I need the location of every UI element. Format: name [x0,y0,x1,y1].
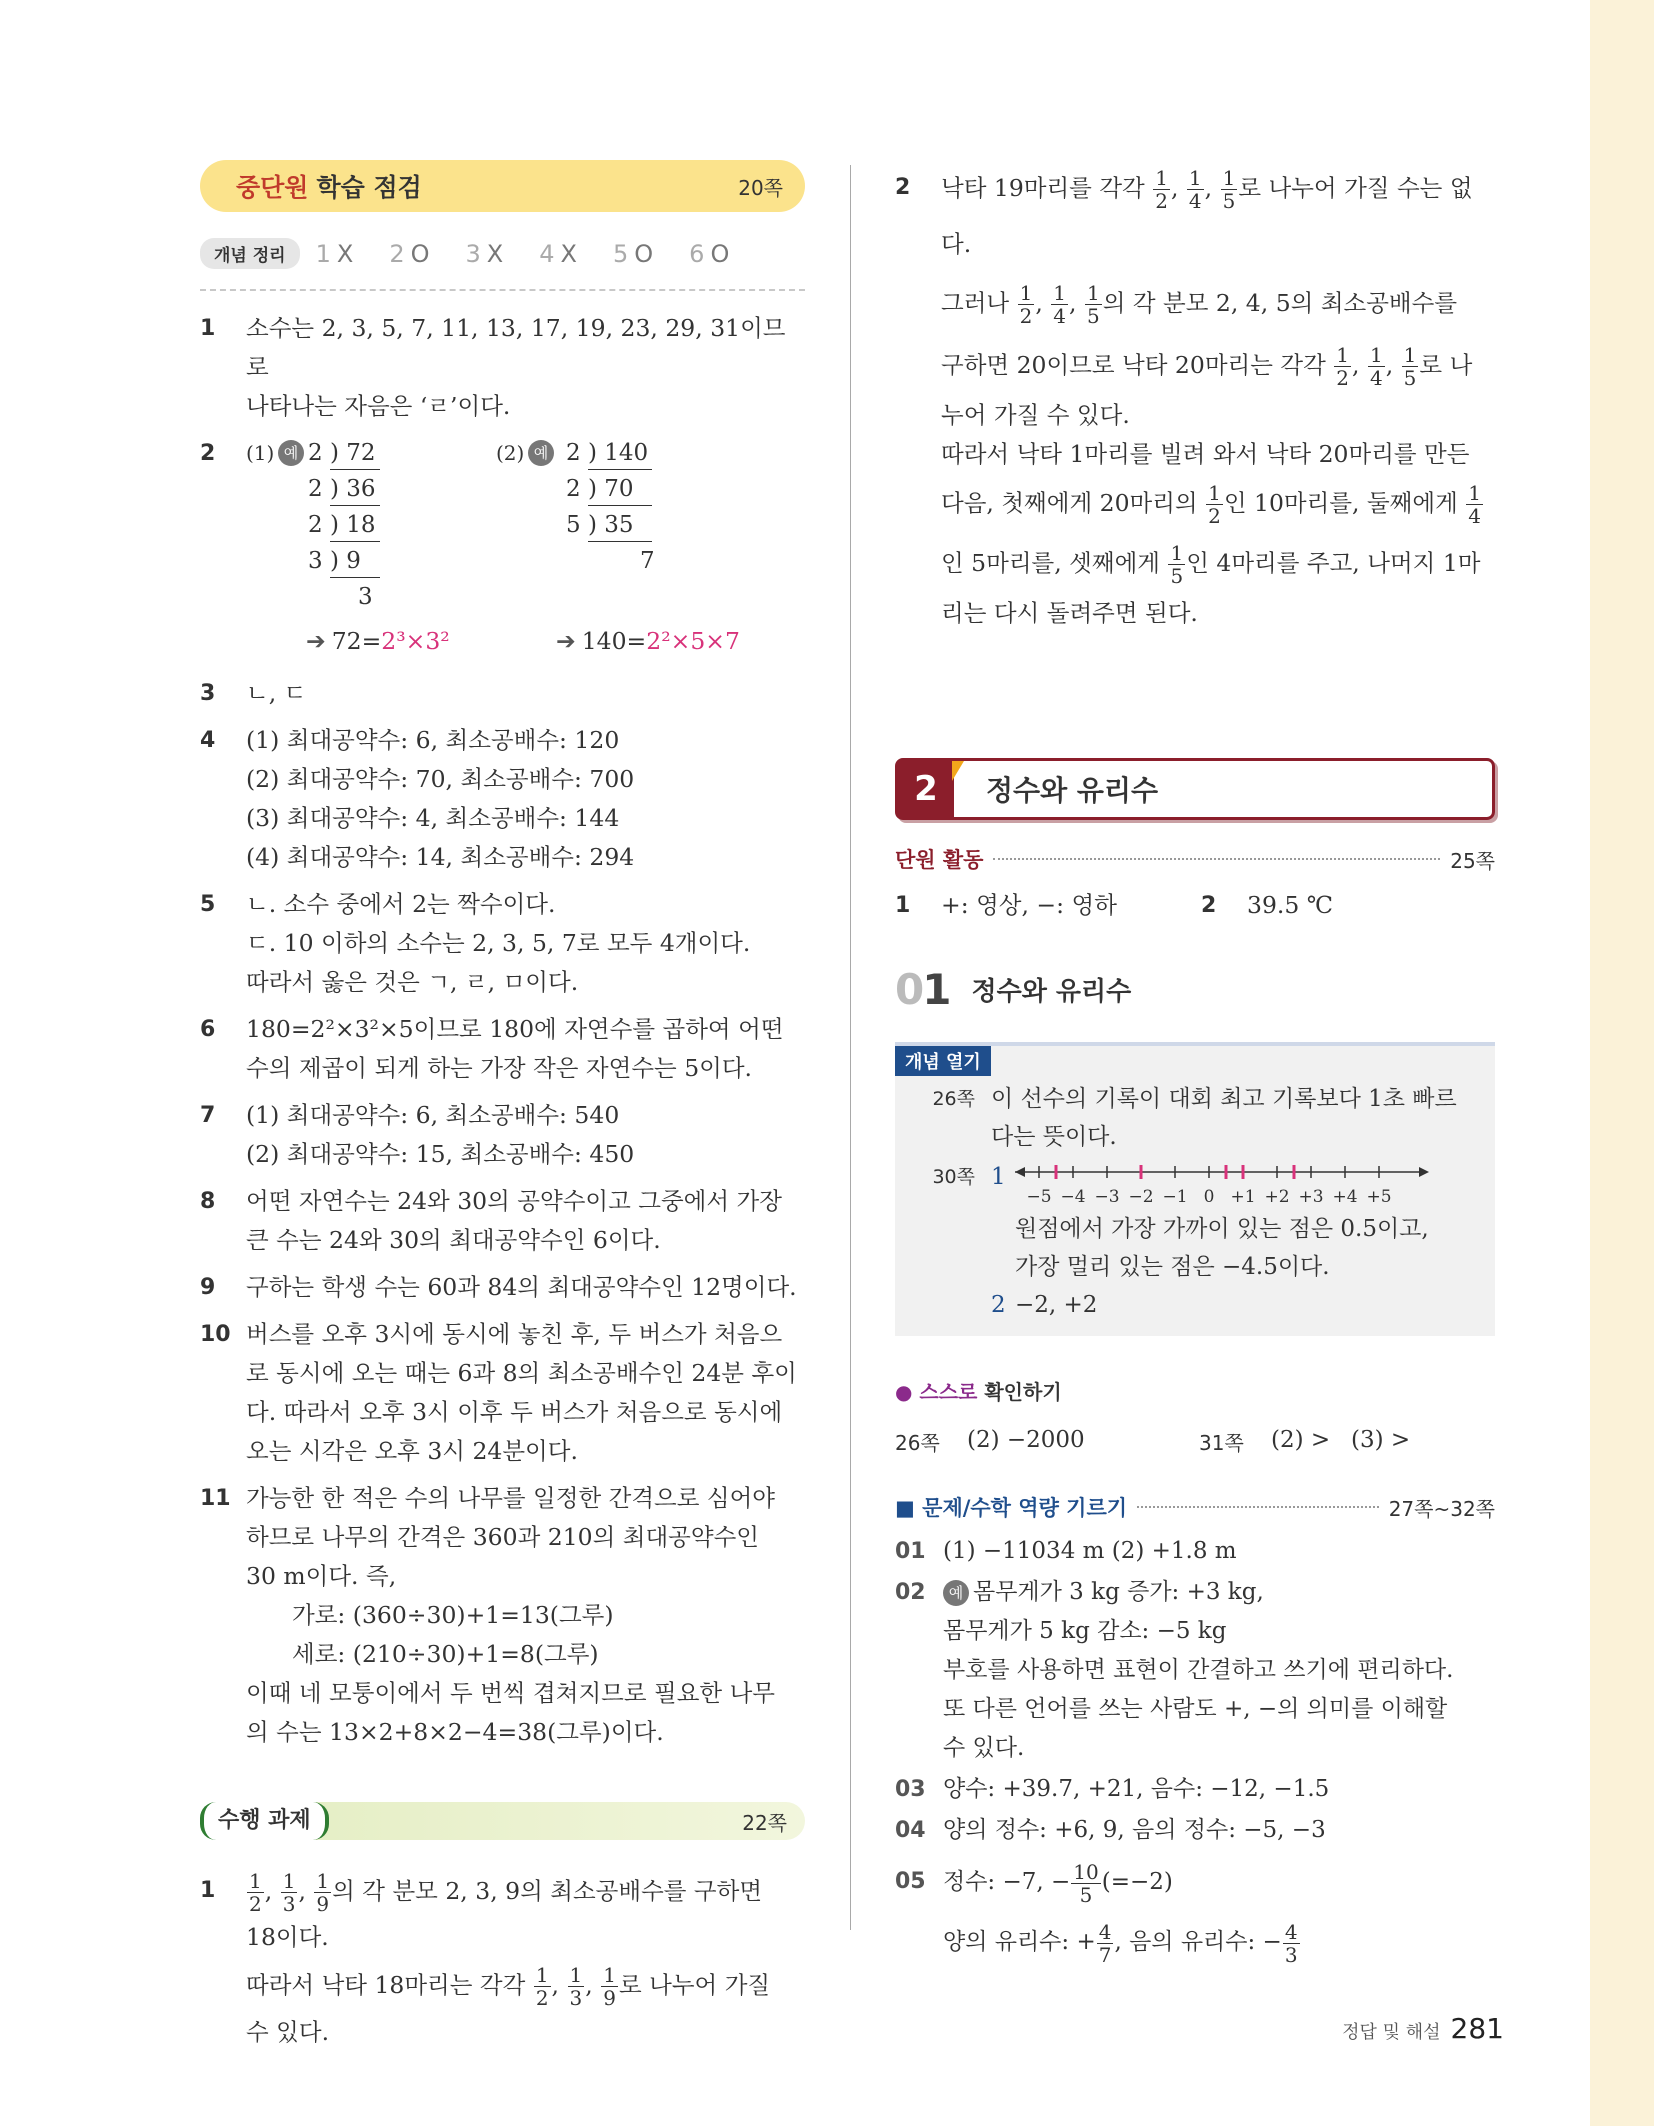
problem-02 [895,1573,1495,1768]
concept-open-tag: 개념 열기 [895,1046,991,1076]
right-column [895,160,1495,1972]
column-divider [850,165,851,1930]
answer-text: 가능한 한 적은 수의 나무를 일정한 간격으로 심어야 하므로 나무의 간격은 360과 210의 최대공약수인 30 m이다. 즉, 가로: (360÷30)+1=13(그루) 세로: (210÷30)+1=8(그루) 이때 네 모퉁이에서 두 번씩 겹쳐지므로 필요한 나무 의 수는 13×2+8×2−4=38(그루)이다. [246,1484,776,1746]
answer-number: 1 [895,893,911,918]
task-page: 22쪽 [742,1810,787,1835]
problem-answer: 정수: −7, − $\frac{10}{5}$ (=−2) 양의 유리수: + $\frac{4}{7}$ , 음의 유리수: − $\frac{4}{3}$ [943,1859,1298,1967]
answer-number: 2 [200,441,216,466]
section-title [236,168,422,204]
number-line-label: −4 [1060,1187,1086,1207]
number-line-label: −5 [1026,1187,1052,1207]
section-page: 20쪽 [738,175,783,200]
problem-04 [895,1811,1495,1850]
answer-number: 4 [200,728,216,753]
division-step: 2 ) 140 [566,440,649,466]
check-answer: (3) > [1351,1427,1411,1453]
number-line-label: +1 [1230,1187,1256,1207]
example-badge: 예 [278,440,304,466]
example-badge: 예 [943,1580,969,1606]
problem-number: 03 [895,1777,926,1802]
page-number: 281 [1450,2012,1504,2045]
fraction: $\frac{1}{9}$ [316,1869,330,1916]
fraction: $\frac{1}{4}$ [1053,281,1067,328]
task-header [200,1802,805,1840]
check-page: 26쪽 [895,1431,940,1455]
fraction: $\frac{1}{4}$ [1468,481,1481,528]
lesson-header [895,965,1495,1014]
answer-number: 6 [200,1017,216,1042]
unit-activity-page: 25쪽 [1450,848,1495,873]
answer-number: 5 [200,892,216,917]
answer-9 [200,1268,805,1307]
side-band [1590,0,1654,2126]
concept-item: 2 O [389,239,430,268]
answer-number: 8 [200,1189,216,1214]
check-answer: (2) −2000 [967,1427,1085,1453]
division-step: 5 ) 35 [566,512,634,538]
example-badge: 예 [528,440,554,466]
answer-number: 11 [200,1486,231,1511]
answer-number: 3 [200,681,216,706]
division-step: 2 ) 18 [308,512,376,538]
answer-text: ㄴ, ㄷ [246,679,307,707]
fraction: $\frac{1}{2}$ [535,1963,549,2010]
arrow-icon: ➔ [556,627,576,655]
problem-number: 01 [895,1539,926,1564]
section-title-accent: 중단원 [236,173,309,202]
task-title: 수행 과제 [200,1802,329,1840]
problem-number: 05 [895,1869,926,1894]
self-check-answers [895,1427,1495,1456]
answer-number: 7 [200,1103,216,1128]
answer-2 [200,434,805,666]
fraction: $\frac{1}{2}$ [1155,166,1168,213]
number-line-label: −2 [1128,1187,1154,1207]
part-label: (1) [246,441,275,465]
open-text: 이 선수의 기록이 대회 최고 기록보다 1초 빠르 다는 뜻이다. [991,1086,1457,1150]
answer-number: 10 [200,1322,231,1347]
answer-number: 2 [1201,893,1217,918]
division-step: 3 ) 9 [308,548,361,574]
problem-05 [895,1852,1495,1972]
answer-7 [200,1096,805,1174]
chapter-title: 정수와 유리수 [986,774,1159,807]
fraction: $\frac{1}{2}$ [1336,343,1350,390]
lesson-number: 01 [895,965,950,1014]
number-line-label: −3 [1094,1187,1120,1207]
section-title-text: 학습 점검 [316,173,422,202]
fraction: $\frac{1}{4}$ [1188,166,1202,213]
answer-text: 버스를 오후 3시에 동시에 놓친 후, 두 버스가 처음으 로 동시에 오는 때는 6과 8의 최소공배수인 24분 후이 다. 따라서 오후 3시 이후 두 버스가 처음으로 동시에 오는 시각은 오후 3시 24분이다. [246,1320,797,1465]
factorization-a: ➔ 72=2³×3² [306,627,450,655]
open-row [895,1158,1495,1324]
task-answer-2 [895,160,1495,633]
division-step: 7 [640,548,655,574]
answer-8 [200,1182,805,1260]
lesson-title: 정수와 유리수 [971,977,1132,1007]
arrow-icon: ➔ [306,627,326,655]
division-step: 3 [358,584,373,610]
concept-badge: 개념 정리 [200,238,300,269]
factorization-b: ➔ 140=2²×5×7 [556,627,740,655]
fraction: $\frac{1}{5}$ [1222,166,1236,213]
problem-header [895,1492,1495,1522]
answer-text: 구하는 학생 수는 60과 84의 최대공약수인 12명이다. [246,1273,797,1301]
footer-label: 정답 및 해설 [1342,2022,1441,2043]
answer-text: 소수는 2, 3, 5, 7, 11, 13, 17, 19, 23, 29, 31이므로 나타나는 자음은 ‘ㄹ’이다. [246,314,786,420]
answer-1 [200,309,805,426]
fraction: $\frac{1}{2}$ [1019,281,1033,328]
fraction: $\frac{1}{5}$ [1403,343,1417,390]
unit-activity-label: 단원 활동 [895,848,984,872]
open-row [895,1080,1495,1156]
answer-3 [200,674,805,713]
number-line-label: +3 [1298,1187,1324,1207]
number-line-label: +5 [1366,1187,1392,1207]
dotted-leader [1137,1506,1379,1508]
concept-open-box [895,1042,1495,1336]
number-line [1015,1158,1435,1210]
concept-item: 4 X [539,239,577,268]
fraction: $\frac{1}{3}$ [282,1869,296,1916]
fraction: $\frac{1}{2}$ [1208,481,1221,528]
answer-6 [200,1010,805,1088]
open-text: 1 −5 −4 −3 −2 −1 0 +1 +2 +3 +4 +5 원점에서 가장 가까이 있는 점은 0.5이고, 가장 멀리 있는 점은 −4.5이다. 2 −2, +2 [991,1158,1495,1324]
problem-number: 04 [895,1818,926,1843]
dotted-leader [993,858,1440,860]
answer-text: (1) 최대공약수: 6, 최소공배수: 540 (2) 최대공약수: 15, 최소공배수: 450 [246,1101,635,1168]
fraction: $\frac{1}{4}$ [1369,343,1383,390]
problem-answer: 양의 정수: +6, 9, 음의 정수: −5, −3 [943,1817,1326,1843]
answer-10 [200,1315,805,1471]
unit-activity-header [895,844,1495,874]
number-line-label: −1 [1162,1187,1188,1207]
open-page: 30쪽 [932,1166,975,1188]
answer-number: 2 [895,175,911,200]
fraction: $\frac{1}{5}$ [1170,541,1184,588]
answer-text: 낙타 19마리를 각각 $\frac{1}{2}$ , $\frac{1}{4}$ , $\frac{1}{5}$ 로 나누어 가질 수는 없다. 그러나 $\frac{1}{2}$ , $\frac{1}{4}$ , $\frac{1}{5}$ 의 각 분모 2, 4, 5의 최소공배수를 구하면 20이므로 낙타 20마리는 각각 $\frac{1}{2}$ , $\frac{1}{4}$ , $\frac{1}{5}$ 로 나 누어 가질 수 있다. 따라서 낙타 1마리를 빌려 와서 낙타 20마리를 만든 다음, 첫째에게 20마리의 $\frac{1}{2}$ 인 10마리를, 둘째에게 $\frac{1}{4}$ 인 5마리를, 셋째에게 $\frac{1}{5}$ 인 4마리를 주고, 나머지 1마 리는 다시 돌려주면 된다. [941,166,1481,627]
problem-03 [895,1770,1495,1809]
problem-label: ■ 문제/수학 역량 기르기 [895,1496,1128,1520]
answer-text: 39.5 ℃ [1247,891,1334,919]
concept-item: 1 X [315,239,354,268]
answer-text: +: 영상, −: 영하 [941,891,1117,919]
fraction: $\frac{4}{7}$ [1098,1919,1112,1967]
bullet-icon: ● [895,1380,913,1404]
concept-item: 5 O [612,239,654,268]
answer-text: $\frac{1}{2}$ , $\frac{1}{3}$ , $\frac{1}{9}$ 의 각 분모 2, 3, 9의 최소공배수를 구하면 18이다. 따라서 낙타 18마리는 각각 $\frac{1}{2}$ , $\frac{1}{3}$ , $\frac{1}{9}$ 로 나누어 가질 수 있다. [246,1869,771,2046]
answer-11 [200,1479,805,1752]
problem-page: 27쪽~32쪽 [1388,1496,1495,1521]
task-answer-1 [200,1864,805,2052]
answer-number: 1 [200,1878,216,1903]
division-step: 2 ) 36 [308,476,376,502]
answer-5 [200,885,805,1002]
fraction: $\frac{10}{5}$ [1073,1859,1099,1907]
concept-summary [200,238,805,291]
fraction: $\frac{1}{2}$ [249,1869,262,1916]
division-step: 2 ) 70 [566,476,634,502]
division-step: 2 ) 72 [308,440,376,466]
page-footer [1342,2012,1504,2045]
answer-text: 180=2²×3²×5이므로 180에 자연수를 곱하여 어떤 수의 제곱이 되게 하는 가장 작은 자연수는 5이다. [246,1015,784,1082]
unit-activity-answers [895,886,1495,925]
problem-answer: 양수: +39.7, +21, 음수: −12, −1.5 [943,1776,1330,1802]
number-line-label: +4 [1332,1187,1358,1207]
answer-number: 9 [200,1275,216,1300]
chapter-header [895,758,1495,820]
number-line-label: 0 [1203,1187,1215,1207]
problem-number: 02 [895,1580,926,1605]
answer-number: 1 [200,316,216,341]
concept-item: 3 X [465,239,504,268]
chapter-number: 2 [898,761,954,817]
self-check-header: ● 스스로 확인하기 [895,1380,1062,1404]
concept-item: 6 O [689,239,730,268]
answer-4 [200,721,805,877]
answer-text: (1) 최대공약수: 6, 최소공배수: 120 (2) 최대공약수: 70, 최소공배수: 700 (3) 최대공약수: 4, 최소공배수: 144 (4) 최대공약수: 14, 최소공배수: 294 [246,726,635,871]
fraction: $\frac{4}{3}$ [1284,1919,1298,1967]
answer-text: 어떤 자연수는 24와 30의 공약수이고 그중에서 가장 큰 수는 24와 30의 최대공약수인 6이다. [246,1187,782,1254]
left-column [200,160,805,2052]
problem-answer: (1) −11034 m (2) +1.8 m [943,1538,1237,1564]
fraction: $\frac{1}{9}$ [603,1963,616,2010]
answer-text: ㄴ. 소수 중에서 2는 짝수이다. ㄷ. 10 이하의 소수는 2, 3, 5, 7로 모두 4개이다. 따라서 옳은 것은 ㄱ, ㄹ, ㅁ이다. [246,890,751,996]
problem-answer: 예 몸무게가 3 kg 증가: +3 kg, 몸무게가 5 kg 감소: −5 kg 부호를 사용하면 표현이 간결하고 쓰기에 편리하다. 또 다른 언어를 쓰는 사람도 +, −의 의미를 이해할 수 있다. [943,1579,1454,1761]
check-answer: (2) > [1271,1427,1331,1453]
fraction: $\frac{1}{3}$ [569,1963,583,2010]
open-page: 26쪽 [932,1088,975,1110]
problem-01 [895,1532,1495,1571]
number-line-label: +2 [1264,1187,1290,1207]
fraction: $\frac{1}{5}$ [1086,281,1100,328]
section-header [200,160,805,212]
part-label: (2) [496,441,525,465]
check-page: 31쪽 [1199,1431,1244,1455]
